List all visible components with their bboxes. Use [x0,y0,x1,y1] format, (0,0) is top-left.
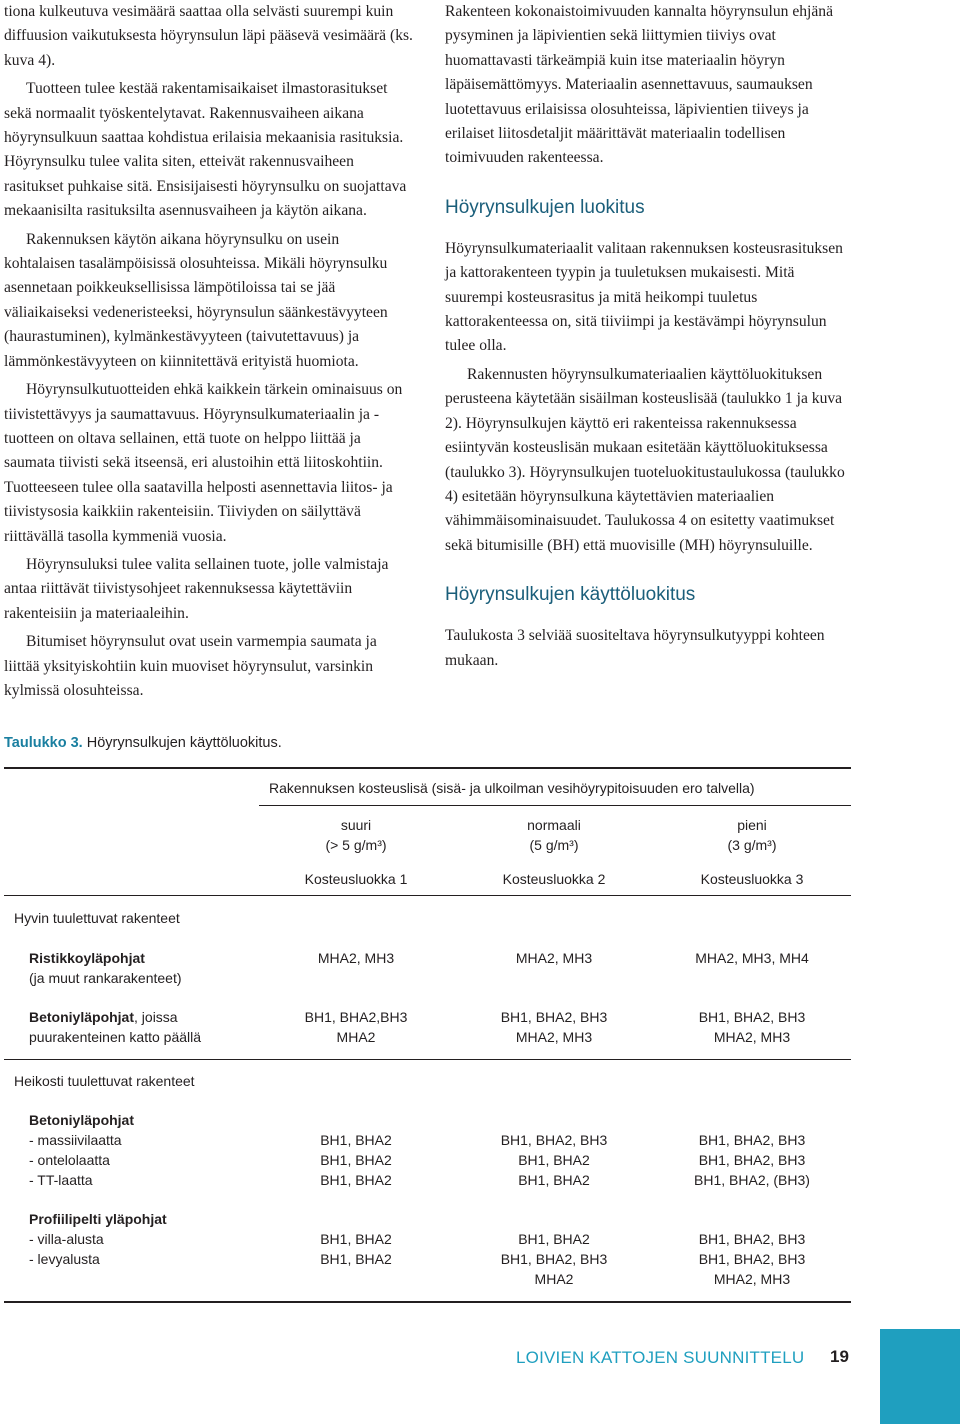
column-class: Kosteusluokka 3 [700,871,804,887]
table-cell: BH1, BHA2, (BH3) [694,1172,810,1188]
row-item: - TT-laatta [29,1172,93,1188]
table-cell: BH1, BHA2 [320,1132,392,1148]
table-cell: BH1, BHA2, BH3 [698,1251,806,1267]
column-level: normaali [527,817,581,833]
paragraph: Taulukosta 3 selviää suositeltava höyrynsulkutyyppi kohteen mukaan. [445,627,825,669]
footer-title: LOIVIEN KATTOJEN SUUNNITTELU [516,1348,805,1367]
table-cell: BH1, BHA2, BH3 [500,1132,608,1148]
row-item: - villa-alusta [29,1231,104,1247]
paragraph: Höyrynsulkumateriaalit valitaan rakennuksen kosteusrasituksen ja kattorakenteen tyypin ja tuuletuksen mukaisesti. Mitä suurempi kosteusrasitus ja mitä heikompi tuuletus kattorakenteessa on, sitä tiiviimpi ja kestävämpi höyrynsulun tulee olla. [445,239,843,355]
page-number: 19 [830,1347,849,1366]
table-cell: BH1, BHA2,BH3 [304,1009,408,1025]
table-cell: MHA2, MH3 [713,1271,791,1287]
row-subtitle: puurakenteinen katto päällä [29,1029,202,1045]
paragraph: Bitumiset höyrynsulut ovat usein varmempia saumata ja liittää yksityiskohtiin kuin muoviset höyrynsulut, varsinkin kylmissä olosuhteissa. [4,633,377,699]
row-name: Ristikkoyläpohjat [29,950,145,966]
column-level: suuri [340,817,372,833]
table-caption [4,735,282,751]
table-cell: BH1, BHA2 [320,1231,392,1247]
divider [259,805,851,806]
table-cell: BH1, BHA2, BH3 [500,1009,608,1025]
footer-accent-bar [880,1329,960,1424]
section-title: Hyvin tuulettuvat rakenteet [14,910,180,926]
table-cell: BH1, BHA2, BH3 [698,1009,806,1025]
row-name-line [29,1007,178,1027]
table-cell: MHA2, MH3 [317,950,395,966]
table-cell: BH1, BHA2 [518,1231,590,1247]
row-item: - levyalusta [29,1251,100,1267]
column-class: Kosteusluokka 1 [304,871,408,887]
row-name: Betoniyläpohjat [29,1112,135,1128]
paragraph: Rakennuksen käytön aikana höyrynsulku on usein kohtalaisen tasalämpöisissä olosuhteissa. Mikäli höyrynsulku asennetaan poikkeuksellisissa lämpötiloissa tai se jää väliaikaiseksi vedeneristeeksi, höyrynsulun säänkestävyyteen (haurastuminen), kylmänkestävyyteen (taivutettavuus) ja lämmönkestävyyteen on kiinnitettävä erityistä huomiota. [4,230,388,370]
table-cell: BH1, BHA2, BH3 [698,1152,806,1168]
table-cell: MHA2 [336,1029,376,1045]
table-cell: MHA2, MH3, MH4 [695,950,809,966]
table-cell: BH1, BHA2 [320,1172,392,1188]
paragraph: Höyrynsuluksi tulee valita sellainen tuote, jolle valmistaja antaa riittävät tiivistysohjeet rakennuksessa käytettäviin rakenteisiin ja materiaaleihin. [4,555,389,622]
row-name-rest: , joissa [134,1009,178,1025]
table-main-header: Rakennuksen kosteuslisä (sisä- ja ulkoilman vesihöyrypitoisuuden ero talvella) [269,780,755,796]
divider [4,895,851,896]
table-cell: MHA2, MH3 [713,1029,791,1045]
paragraph: Rakenteen kokonaistoimivuuden kannalta höyrynsulun ehjänä pysyminen ja läpivientien sekä liittymien tiiviys ovat huomattavasti tärkeämpiä kuin itse materiaalin höyryn läpäisemättömyys. Materiaalin asennettavuus, saumauksen luotettavuus erilaisissa olosuhteissa, läpivientien tiiveys ja erilaiset liitosdetaljit määrittävät materiaalin todellisen toimivuuden rakenteessa. [445,3,834,167]
paragraph: tiona kulkeutuva vesimäärä saattaa olla selvästi suurempi kuin diffuusion vaikutuksesta höyrynsulun läpi pääsevä vesimäärä (ks. kuva 4). [4,3,413,69]
row-item: - massiivilaatta [29,1132,122,1148]
table-cell: BH1, BHA2 [518,1172,590,1188]
table-cell: BH1, BHA2 [518,1152,590,1168]
usage-classification-table [4,767,851,1303]
table-caption-number: Taulukko 3. [4,735,83,751]
table-cell: BH1, BHA2 [320,1251,392,1267]
table-caption-text: Höyrynsulkujen käyttöluokitus. [86,735,282,751]
paragraph: Tuotteen tulee kestää rakentamisaikaiset ilmastorasitukset sekä normaalit työskentelytavat. Rakennusvaiheen aikana höyrynsulkuun saattaa kohdistua erilaisia mekaanisia rasituksia. Höyrynsulku tulee valita siten, etteivät rakennusvaiheen rasitukset puhkaise sitä. Ensisijaisesti höyrynsulku on suojattava mekaanisilta rasituksilta asennusvaiheen ja käytön aikana. [4,80,407,220]
section-heading-classification: Höyrynsulkujen luokitus [445,196,645,218]
column-class: Kosteusluokka 2 [502,871,606,887]
paragraph: Rakennusten höyrynsulkumateriaalien käyttöluokituksen perusteena käytetään sisäilman kosteuslisää (taulukko 1 ja kuva 2). Höyrynsulkujen käyttö eri rakenteissa rakennuksessa esiintyvän kosteuslisän mukaan esitetään käyttöluokituksessa (taulukko 3). Höyrynsulkujen tuoteluokitustaulukossa (taulukko 4) esitetään höyrynsulkuna käytettävien materiaalien vähimmäisominaisuudet. Taulukossa 4 on esitetty vaatimukset sekä bitumisille (BH) että muovisille (MH) höyrynsuluille. [445,365,845,554]
paragraph: Höyrynsulkutuotteiden ehkä kaikkein tärkein ominaisuus on tiivistettävyys ja saumattavuus. Höyrynsulkumateriaalin ja -tuotteen on oltava sellainen, että tuote on helppo liittää ja saumata tiivisti sekä itseensä, eri alustoihin että liitoskohtiin. Tuotteeseen tulee olla saatavilla helposti asennettavia liitos- ja tiivistysosia kaikkiin rakenteisiin. Tiiviyden on säilyttävä riittävällä tasolla kymmeniä vuosia. [4,381,403,545]
left-text-column [4,0,414,707]
row-name: Betoniyläpohjat [29,1009,135,1025]
table-cell: MHA2, MH3 [515,950,593,966]
row-item: - ontelolaatta [29,1152,110,1168]
table-cell: BH1, BHA2, BH3 [698,1231,806,1247]
table-cell: BH1, BHA2, BH3 [500,1251,608,1267]
row-name: Profiilipelti yläpohjat [29,1211,167,1227]
table-cell: MHA2, MH3 [515,1029,593,1045]
row-subtitle: (ja muut rankarakenteet) [29,970,182,986]
column-level: pieni [737,817,767,833]
right-text-column [445,0,855,677]
column-value: (5 g/m³) [529,837,579,853]
section-title: Heikosti tuulettuvat rakenteet [14,1073,195,1089]
column-value: (> 5 g/m³) [325,837,387,853]
table-cell: BH1, BHA2 [320,1152,392,1168]
table-cell: MHA2 [534,1271,574,1287]
table-cell: BH1, BHA2, BH3 [698,1132,806,1148]
section-heading-usage-classification: Höyrynsulkujen käyttöluokitus [445,584,696,606]
column-value: (3 g/m³) [727,837,777,853]
divider [4,1059,851,1060]
